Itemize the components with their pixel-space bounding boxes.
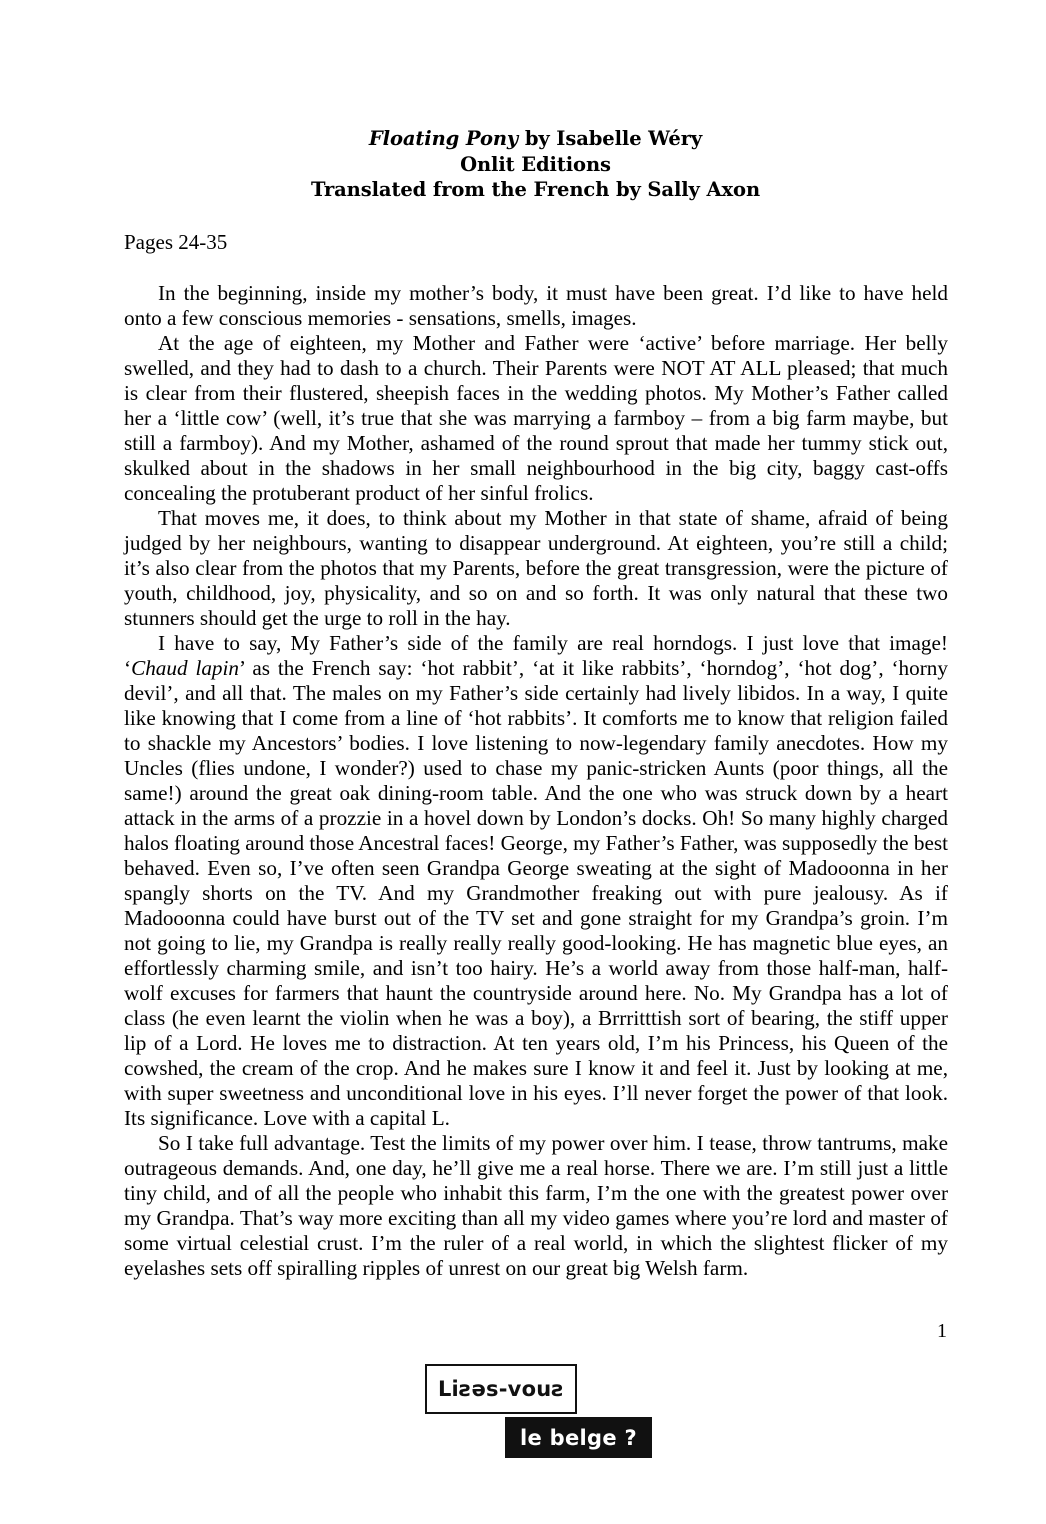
lisez-vous-le-belge-logo (425, 1364, 655, 1464)
page-number: 1 (937, 1320, 947, 1342)
header-title-line (124, 126, 947, 152)
body-text (124, 281, 948, 1281)
paragraph-3: That moves me, it does, to think about my Mother in that state of shame, afraid of being judged by her neighbours, wanting to disappear underground. At eighteen, you’re still a child; it’s also clear from the photos that my Parents, before the great transgression, were the picture of youth, childhood, joy, physicality, and so on and so forth. It was only natural that these two stunners should get the urge to roll in the hay. (124, 506, 948, 630)
paragraph-5: So I take full advantage. Test the limits of my power over him. I tease, throw tantrums, make outrageous demands. And, one day, he’ll give me a real horse. There we are. I’m still just a little tiny child, and of all the people who inhabit this farm, I’m the one with the greatest power over my Grandpa. That’s way more exciting than all my video games where you’re lord and master of some virtual celestial crust. I’m the ruler of a real world, in which the slightest flicker of my eyelashes sets off spiralling ripples of unrest on our great big Welsh farm. (124, 1131, 948, 1280)
book-title: Floating Pony (368, 127, 519, 150)
paragraph-4-seg-1: I have to say, My Father’s side of the family are real horndogs. I just love that image! ‘ (124, 631, 948, 680)
book-author: by Isabelle Wéry (518, 127, 703, 150)
paragraph-4-seg-3: ’ as the French say: ‘hot rabbit’, ‘at it like rabbits’, ‘horndog’, ‘hot dog’, ‘horny devil’, and all that. The males on my Father’s side certainly had lively libidos. In a way, I quite like knowing that I come from a line of ‘hot rabbits’. It comforts me to know that religion failed to shackle my Ancestors’ bodies. I love listening to now-legendary family anecdotes. How my Uncles (flies undone, I wonder?) used to chase my panic-stricken Aunts (poor things, all the same!) around the great oak dining-room table. And the one who was struck down by a heart attack in the arms of a prozzie in a hovel down by London’s docks. Oh! So many highly charged halos floating around those Ancestral faces! George, my Father’s Father, was supposedly the best behaved. Even so, I’ve often seen Grandpa George sweating at the sight of Madooonna in her spangly shorts on the TV. And my Grandmother freaking out with pure jealousy. As if Madooonna could have burst out of the TV set and gone straight for my Grandpa’s groin. I’m not going to lie, my Grandpa is really really really good-looking. He has magnetic blue eyes, an effortlessly charming smile, and isn’t too hairy. He’s a world away from those half-man, half-wolf excuses for farmers that haunt the countryside around here. No. My Grandpa has a lot of class (he even learnt the violin when he was a boy), a Brrritttish sort of bearing, the stiff upper lip of a Lord. He loves me to distraction. At ten years old, I’m his Princess, his Queen of the cowshed, the cream of the crop. And he makes sure I know it and feel it. Just by looking at me, with super sweetness and unconditional love in his eyes. I’ll never forget the power of that look. Its significance. Love with a capital L. (124, 656, 948, 1130)
translator-line: Translated from the French by Sally Axon (310, 178, 761, 201)
paragraph-4-italic-phrase: Chaud lapin (131, 656, 240, 680)
document-header (124, 126, 947, 203)
logo-bottom-box (505, 1417, 652, 1458)
logo-top-label: Liƨǝs-vouƨ (437, 1377, 565, 1401)
paragraph-2: At the age of eighteen, my Mother and Father were ‘active’ before marriage. Her belly swelled, and they had to dash to a church. Their Parents were NOT AT ALL pleased; that much is clear from their flustered, sheepish faces in the wedding photos. My Mother’s Father called her a ‘little cow’ (well, it’s true that she was marrying a farmboy – from a big farm maybe, but still a farmboy). And my Mother, ashamed of the round sprout that made her tummy stick out, skulked about in the shadows in her small neighbourhood in the big city, baggy cast-offs concealing the protuberant product of her sinful frolics. (124, 331, 948, 505)
logo-top-box (425, 1364, 577, 1414)
paragraph-4 (124, 631, 948, 1131)
publisher-line: Onlit Editions (460, 152, 611, 176)
logo-bottom-label: le belge ? (520, 1425, 637, 1450)
pages-label: Pages 24-35 (124, 230, 228, 254)
paragraph-1: In the beginning, inside my mother’s body, it must have been great. I’d like to have held onto a few conscious memories - sensations, smells, images. (124, 281, 948, 330)
